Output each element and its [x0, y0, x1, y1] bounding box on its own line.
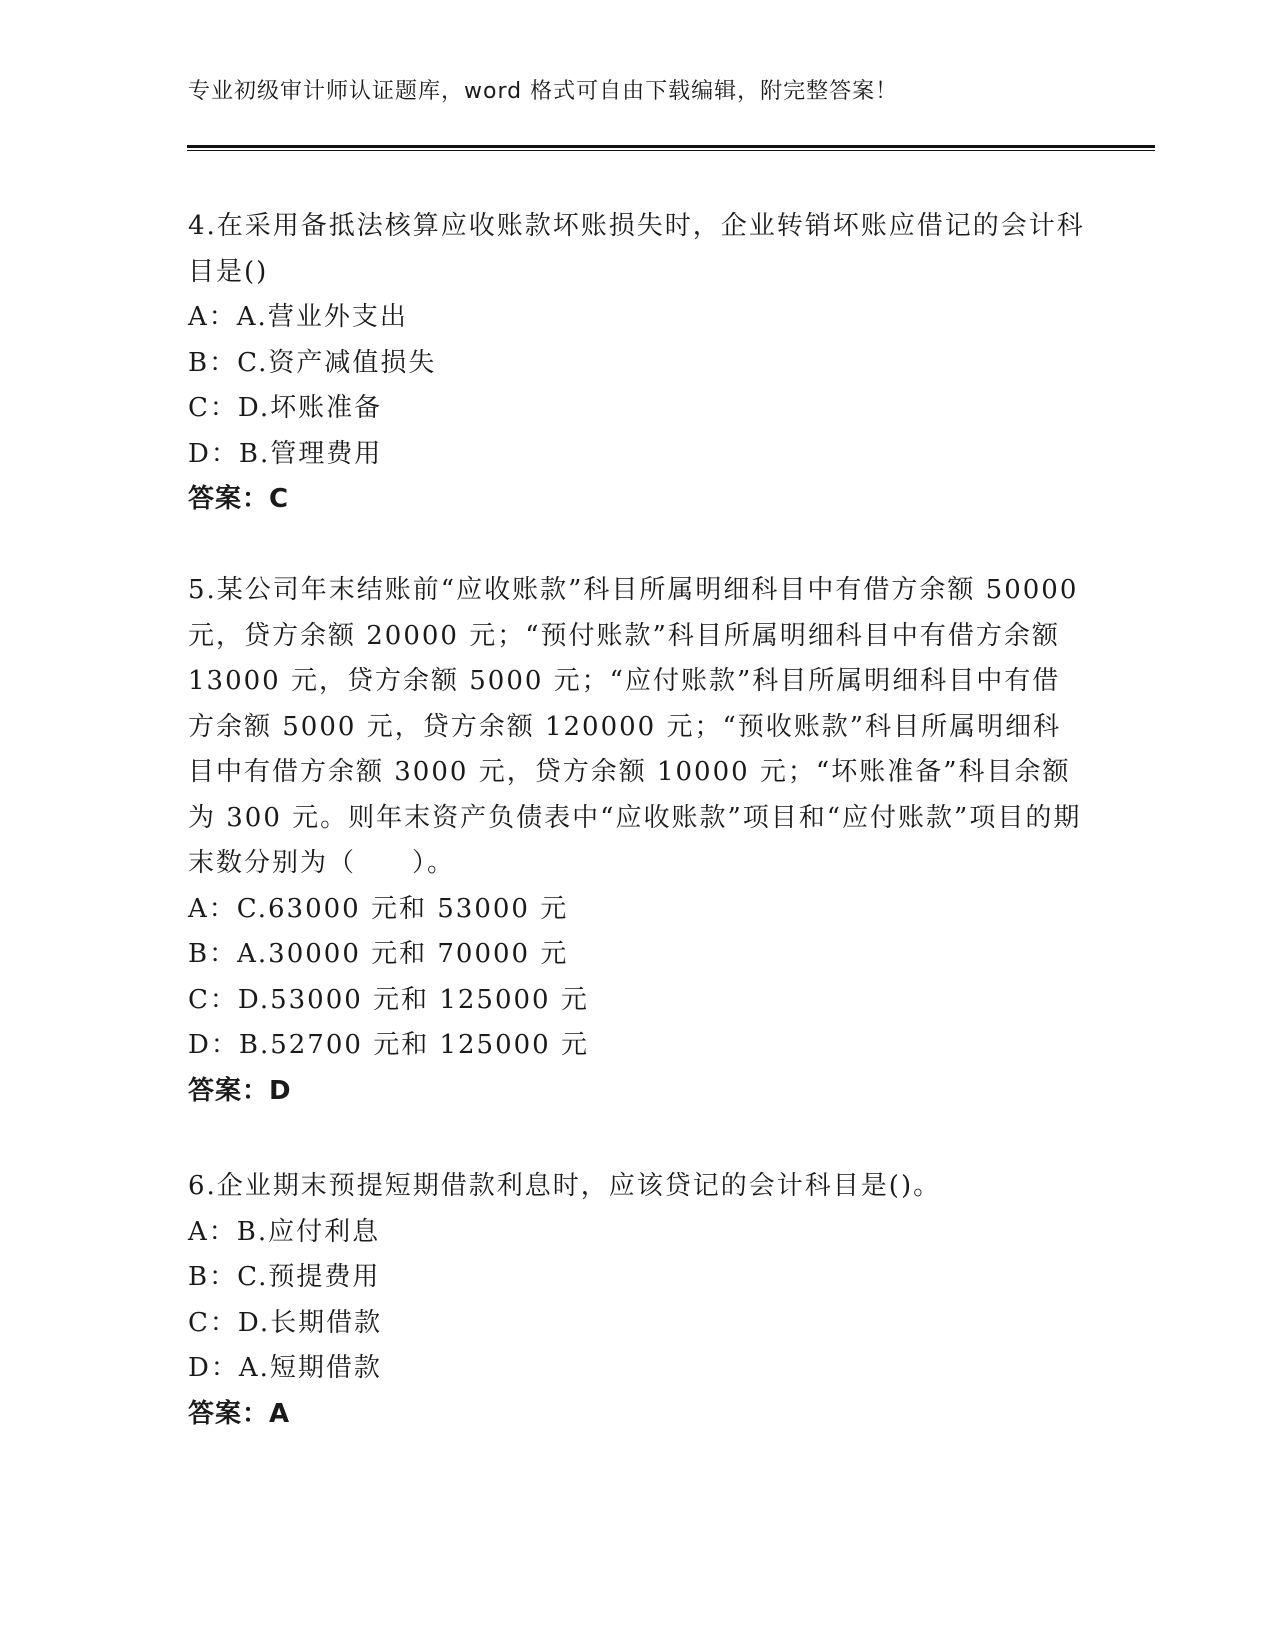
- option-c: C：D.长期借款: [188, 1307, 383, 1338]
- question-stem: 4.在采用备抵法核算应收账款坏账损失时，企业转销坏账应借记的会计科目是(): [188, 211, 1085, 287]
- header-divider-thick: [187, 145, 1155, 148]
- option-d: D：B.管理费用: [188, 438, 383, 469]
- option-d: D：B.52700 元和 125000 元: [188, 1030, 589, 1060]
- option-a: A：B.应付利息: [188, 1216, 381, 1247]
- option-list: [188, 887, 1088, 1069]
- option-d: D：A.短期借款: [188, 1353, 382, 1383]
- option-list: [188, 295, 1088, 477]
- question-6: [188, 1164, 1088, 1437]
- option-c: C：D.坏账准备: [188, 393, 383, 423]
- option-b: B：A.30000 元和 70000 元: [188, 939, 569, 969]
- question-stem: 6.企业期末预提短期借款利息时，应该贷记的会计科目是()。: [188, 1171, 942, 1201]
- option-b: B：C.预提费用: [188, 1262, 381, 1292]
- answer-label: 答案：D: [188, 1075, 292, 1106]
- option-a: A：A.营业外支出: [188, 302, 408, 332]
- option-a: A：C.63000 元和 53000 元: [188, 893, 569, 924]
- page-header: 专业初级审计师认证题库，word 格式可自由下载编辑，附完整答案！: [188, 79, 899, 104]
- answer-label: 答案：A: [188, 1398, 291, 1429]
- question-stem: 5.某公司年末结账前“应收账款”科目所属明细科目中有借方余额 50000 元，贷方余额 20000 元；“预付账款”科目所属明细科目中有借方余额 13000 元，贷方余额 5000 元；“应付账款”科目所属明细科目中有借方余额 5000 元，贷方余额 120000 元；“预收账款”科目所属明细科目中有借方余额 3000 元，贷方余额 10000 元；“坏账准备”科目余额为 300 元。则年末资产负债表中“应收账款”项目和“应付账款”项目的期末数分别为（ ）。: [188, 575, 1082, 878]
- question-5: [188, 568, 1088, 1114]
- option-list: [188, 1210, 1088, 1392]
- answer-label: 答案：C: [188, 484, 290, 514]
- option-b: B：C.资产减值损失: [188, 347, 437, 378]
- header-divider-thin: [187, 150, 1155, 151]
- question-4: [188, 204, 1088, 523]
- option-c: C：D.53000 元和 125000 元: [188, 984, 589, 1015]
